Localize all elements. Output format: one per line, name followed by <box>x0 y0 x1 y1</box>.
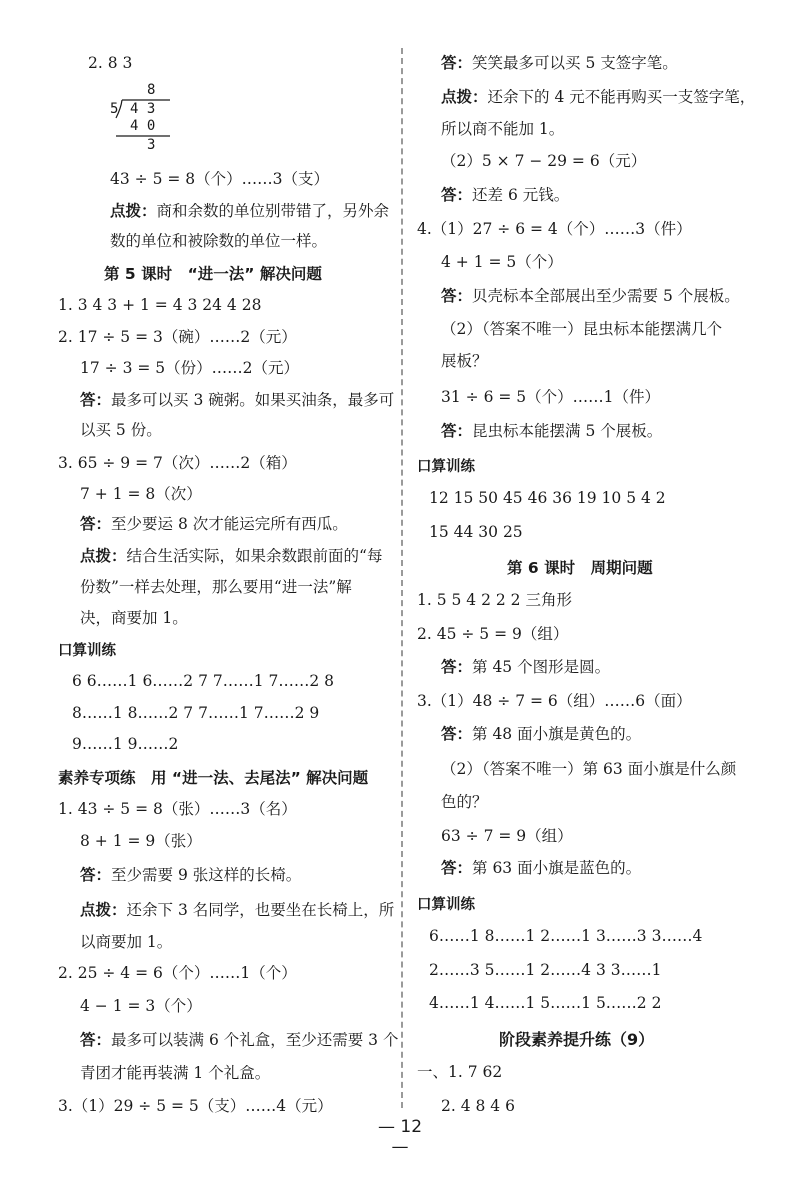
mental-math-row: 9……1 9……2 <box>72 735 179 753</box>
answer-line: 2. 4 8 4 6 <box>441 1097 515 1115</box>
lesson-title: 第 6 课时 周期问题 <box>507 559 653 577</box>
answer-statement: 答：第 48 面小旗是黄色的。 <box>441 725 642 743</box>
answer-line: 2. 17 ÷ 5 = 3（碗）……2（元） <box>58 328 297 346</box>
column-divider <box>401 48 403 1108</box>
answer-line: 7 + 1 = 8（次） <box>80 485 202 503</box>
tip-line: 点拨：还余下 3 名同学，也要坐在长椅上，所 <box>80 901 395 919</box>
page-number: — 12 — <box>377 1117 423 1157</box>
answer-line: （2）5 × 7 − 29 = 6（元） <box>441 152 647 170</box>
mental-math-row: 6 6……1 6……2 7 7……1 7……2 8 <box>72 672 335 690</box>
answer-statement: 答：最多可以装满 6 个礼盒，至少还需要 3 个 <box>80 1031 399 1049</box>
lesson-title: 素养专项练 用 “进一法、去尾法” 解决问题 <box>58 769 369 787</box>
answer-line: 4 + 1 = 5（个） <box>441 253 563 271</box>
tip-line: 数的单位和被除数的单位一样。 <box>110 232 328 250</box>
tip-line: 点拨：结合生活实际，如果余数跟前面的“每 <box>80 547 383 565</box>
tip-line: 点拨：商和余数的单位别带错了，另外余 <box>110 202 390 220</box>
answer-line: 4 − 1 = 3（个） <box>80 997 202 1015</box>
tip-line: 点拨：还余下的 4 元不能再购买一支签字笔， <box>441 88 756 106</box>
answer-statement: 答：最多可以买 3 碗粥。如果买油条，最多可 <box>80 391 395 409</box>
answer-line: （2）（答案不唯一）昆虫标本能摆满几个 <box>441 320 723 338</box>
division-quotient: 8 <box>147 82 156 98</box>
answer-statement: 答：至少要运 8 次才能运完所有西瓜。 <box>80 515 348 533</box>
lesson-title: 第 5 课时 “进一法” 解决问题 <box>104 265 322 283</box>
division-dividend: 4 3 <box>130 101 156 117</box>
answer-line: 1. 43 ÷ 5 = 8（张）……3（名） <box>58 800 297 818</box>
mental-math-row: 2……3 5……1 2……4 3 3……1 <box>429 961 662 979</box>
answer-line: 63 ÷ 7 = 9（组） <box>441 827 573 845</box>
mental-math-row: 6……1 8……1 2……1 3……3 3……4 <box>429 927 703 945</box>
lesson-title: 阶段素养提升练（9） <box>499 1030 655 1049</box>
answer-line: 17 ÷ 3 = 5（份）……2（元） <box>80 359 299 377</box>
answer-line: 1. 5 5 4 2 2 2 三角形 <box>417 591 572 609</box>
answer-line: 一、1. 7 62 <box>417 1063 503 1081</box>
answer-line: 8 + 1 = 9（张） <box>80 832 202 850</box>
answer-statement: 答：笑笑最多可以买 5 支签字笔。 <box>441 54 678 72</box>
answer-line: 31 ÷ 6 = 5（个）……1（件） <box>441 388 660 406</box>
answer-line: 1. 3 4 3 + 1 = 4 3 24 4 28 <box>58 296 262 314</box>
answer-line: 43 ÷ 5 = 8（个）……3（支） <box>110 170 329 188</box>
section-heading: 口算训练 <box>417 897 475 913</box>
mental-math-row: 12 15 50 45 46 36 19 10 5 4 2 <box>429 489 666 507</box>
section-heading: 口算训练 <box>417 459 475 475</box>
answer-line: 展板？ <box>441 352 488 370</box>
answer-line: 2. 45 ÷ 5 = 9（组） <box>417 625 569 643</box>
answer-statement: 青团才能再装满 1 个礼盒。 <box>80 1064 271 1082</box>
tip-label: 点拨： <box>110 202 157 220</box>
mental-math-row: 8……1 8……2 7 7……1 7……2 9 <box>72 704 320 722</box>
mental-math-row: 4……1 4……1 5……1 5……2 2 <box>429 994 662 1012</box>
mental-math-row: 15 44 30 25 <box>429 523 523 541</box>
answer-statement: 答：第 63 面小旗是蓝色的。 <box>441 859 642 877</box>
answer-line: 4.（1）27 ÷ 6 = 4（个）……3（件） <box>417 220 692 238</box>
tip-line: 以商要加 1。 <box>80 933 173 951</box>
answer-statement: 答：至少需要 9 张这样的长椅。 <box>80 866 302 884</box>
answer-statement: 答：还差 6 元钱。 <box>441 186 570 204</box>
answer-line: （2）（答案不唯一）第 63 面小旗是什么颜 <box>441 760 737 778</box>
answer-statement: 答：贝壳标本全部展出至少需要 5 个展板。 <box>441 287 740 305</box>
section-heading: 口算训练 <box>58 643 116 659</box>
answer-statement: 以买 5 份。 <box>80 421 162 439</box>
answer-line: 2. 8 3 <box>88 54 133 72</box>
answer-line: 3. 65 ÷ 9 = 7（次）……2（箱） <box>58 454 297 472</box>
answer-statement: 答：第 45 个图形是圆。 <box>441 658 611 676</box>
answer-line: 3.（1）48 ÷ 7 = 6（组）……6（面） <box>417 692 692 710</box>
tip-line: 份数”一样去处理，那么要用“进一法”解 <box>80 578 352 596</box>
division-divisor: 5 <box>110 101 119 117</box>
tip-line: 所以商不能加 1。 <box>441 120 565 138</box>
answer-line: 色的？ <box>441 793 488 811</box>
division-product: 4 0 <box>130 118 156 134</box>
division-remainder: 3 <box>147 137 156 153</box>
answer-line: 3.（1）29 ÷ 5 = 5（支）……4（元） <box>58 1097 333 1115</box>
answer-line: 2. 25 ÷ 4 = 6（个）……1（个） <box>58 964 297 982</box>
answer-statement: 答：昆虫标本能摆满 5 个展板。 <box>441 422 663 440</box>
tip-line: 决，商要加 1。 <box>80 609 188 627</box>
